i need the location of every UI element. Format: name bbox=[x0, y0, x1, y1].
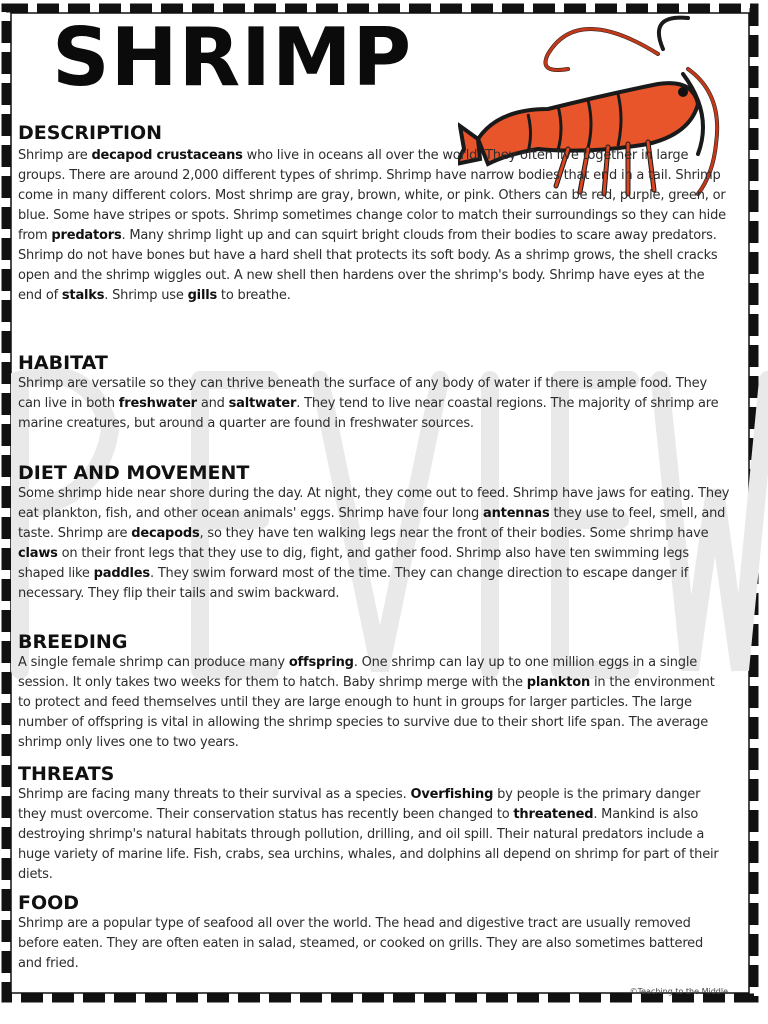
bold-term: claws bbox=[18, 546, 58, 561]
text-run: and bbox=[196, 396, 229, 411]
section-paragraph bbox=[18, 914, 730, 974]
bold-term: decapods bbox=[131, 526, 200, 541]
section-description-body bbox=[18, 146, 730, 306]
text-run: Shrimp are versatile so they can thrive beneath the surface of any body of water if there is ample food. They can live in both bbox=[18, 376, 707, 411]
section-paragraph bbox=[18, 785, 730, 885]
section-paragraph bbox=[18, 146, 730, 306]
text-run: by people is the primary danger they must overcome. Their conservation status has recently been changed to bbox=[18, 787, 701, 822]
section-paragraph bbox=[18, 374, 730, 434]
bold-term: decapod crustaceans bbox=[91, 148, 243, 163]
bold-term: gills bbox=[187, 288, 217, 303]
text-run: to breathe. bbox=[217, 288, 291, 303]
text-run: . They tend to live near coastal regions. The majority of shrimp are marine creatures, but around a quarter are found in freshwater sources. bbox=[18, 396, 719, 431]
page-title: SHRIMP bbox=[52, 11, 413, 104]
bold-term: Overfishing bbox=[410, 787, 494, 802]
section-breeding bbox=[18, 631, 730, 753]
text-run: Shrimp are a popular type of seafood all over the world. The head and digestive tract are usually removed before eaten. They are often eaten in salad, steamed, or cooked on grills. They are also sometimes battered and fried. bbox=[18, 916, 704, 971]
section-paragraph bbox=[18, 653, 730, 753]
text-run: they use to feel, smell, and taste. Shrimp are bbox=[18, 506, 726, 541]
text-run: Some shrimp hide near shore during the day. At night, they come out to feed. Shrimp have jaws for eating. They eat plankton, fish, and other ocean animals' eggs. Shrimp have four long bbox=[18, 486, 730, 521]
section-diet-and-movement bbox=[18, 462, 730, 604]
text-run: Shrimp are bbox=[18, 148, 92, 163]
bold-term: offspring bbox=[288, 655, 354, 670]
section-heading: FOOD bbox=[18, 892, 80, 914]
bold-term: stalks bbox=[61, 288, 105, 303]
section-heading: BREEDING bbox=[18, 631, 128, 653]
section-heading: HABITAT bbox=[18, 352, 108, 374]
copyright-credit: ©Teaching to the Middle bbox=[629, 987, 728, 996]
bold-term: saltwater bbox=[228, 396, 297, 411]
bold-term: freshwater bbox=[118, 396, 197, 411]
bold-term: threatened bbox=[513, 807, 594, 822]
text-run: . One shrimp can lay up to one million eggs in a single session. It only takes two weeks for them to hatch. Baby shrimp merge with the bbox=[18, 655, 698, 690]
bold-term: plankton bbox=[526, 675, 591, 690]
section-habitat bbox=[18, 352, 730, 434]
text-run: . They swim forward most of the time. They can change direction to escape danger if necessary. They flip their tails and swim backward. bbox=[18, 566, 689, 601]
section-threats bbox=[18, 763, 730, 885]
section-paragraph bbox=[18, 484, 730, 604]
text-run: in the environment to protect and feed themselves until they are large enough to hunt in groups for larger particles. The large number of offspring is vital in allowing the shrimp species to survive due to their short life span. The average shrimp only lives one to two years. bbox=[18, 675, 715, 750]
section-description bbox=[18, 122, 458, 144]
section-food bbox=[18, 892, 730, 974]
section-heading: THREATS bbox=[18, 763, 115, 785]
bold-term: predators bbox=[51, 228, 122, 243]
text-run: A single female shrimp can produce many bbox=[18, 655, 289, 670]
text-run: Shrimp are facing many threats to their survival as a species. bbox=[18, 787, 411, 802]
text-run: on their front legs that they use to dig, fight, and gather food. Shrimp also have ten swimming legs shaped like bbox=[18, 546, 689, 581]
text-run: . Many shrimp light up and can squirt bright clouds from their bodies to scare away predators. Shrimp do not have bones but have a hard shell that protects its soft body. As a shrimp grows, the shell cracks open and the shrimp wiggles out. A new shell then hardens over the shrimp's body. Shrimp have eyes at the end of bbox=[18, 228, 718, 303]
section-heading: DIET AND MOVEMENT bbox=[18, 462, 250, 484]
section-heading: DESCRIPTION bbox=[18, 122, 163, 144]
text-run: . Mankind is also destroying shrimp's natural habitats through pollution, drilling, and oil spill. Their natural predators include a huge variety of marine life. Fish, crabs, sea urchins, whales, and dolphins all depend on shrimp for part of their diets. bbox=[18, 807, 719, 882]
text-run: who live in oceans all over the world. They often live together in large groups. There are around 2,000 different types of shrimp. Shrimp have narrow bodies that end in a tail. Shrimp come in many different colors. Most shrimp are gray, brown, white, or pink. Others can be red, purple, green, or blue. Some have stripes or spots. Shrimp sometimes change color to match their surroundings so they can hide from bbox=[18, 148, 726, 243]
text-run: , so they have ten walking legs near the front of their bodies. Some shrimp have bbox=[199, 526, 709, 541]
text-run: . Shrimp use bbox=[104, 288, 188, 303]
bold-term: antennas bbox=[483, 506, 550, 521]
bold-term: paddles bbox=[93, 566, 150, 581]
